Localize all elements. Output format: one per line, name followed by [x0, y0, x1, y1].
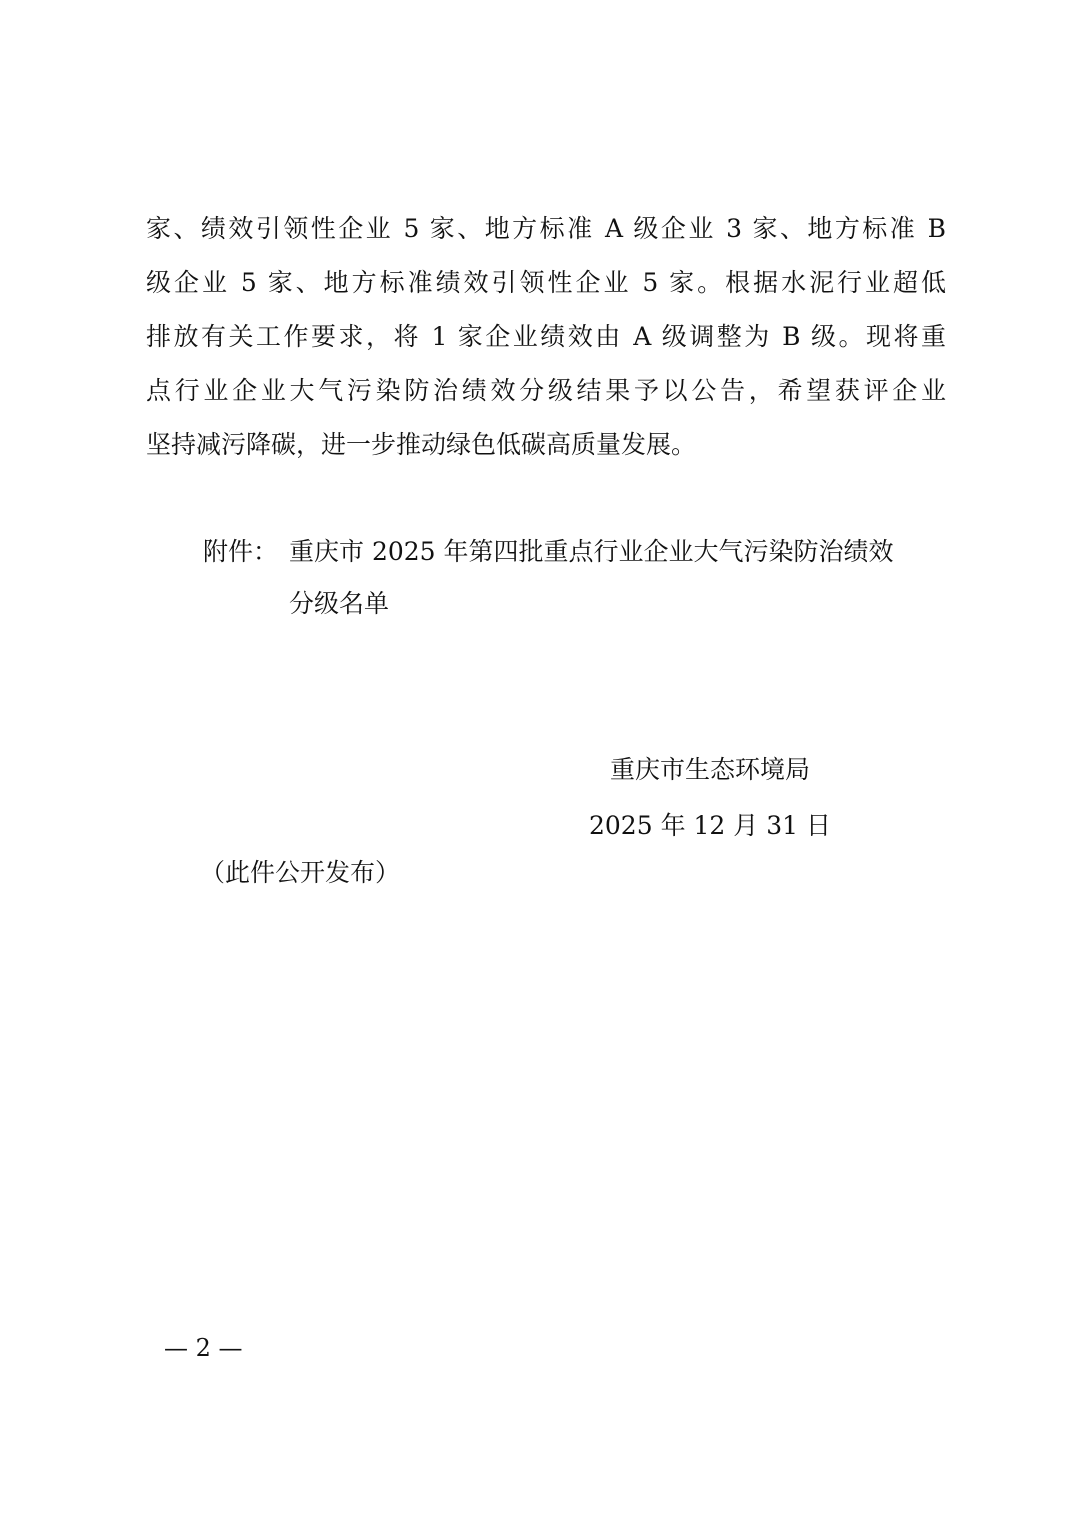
issuing-organization: 重庆市生态环境局: [609, 755, 810, 784]
issue-date: 2025 年 12 月 31 日: [589, 811, 831, 840]
signature-block: [560, 742, 860, 854]
body-line: 级企业 5 家、地方标准绩效引领性企业 5 家。根据水泥行业超低: [146, 268, 946, 297]
attachment-row: [203, 526, 943, 578]
body-line: 点行业企业大气污染防治绩效分级结果予以公告，希望获评企业: [146, 376, 946, 405]
attachment-title-continued: 分级名单: [289, 589, 390, 618]
attachment-title: 重庆市 2025 年第四批重点行业企业大气污染防治绩效: [289, 537, 894, 566]
body-line: 坚持减污降碳，进一步推动绿色低碳高质量发展。: [146, 430, 697, 459]
page-number: — 2 —: [164, 1334, 243, 1362]
attachment-label: 附件：: [203, 537, 279, 566]
body-line: 排放有关工作要求，将 1 家企业绩效由 A 级调整为 B 级。现将重: [146, 322, 946, 351]
body-paragraph: [146, 202, 946, 472]
publication-note: （此件公开发布）: [200, 858, 401, 887]
attachment-section: [203, 526, 943, 630]
body-line: 家、绩效引领性企业 5 家、地方标准 A 级企业 3 家、地方标准 B: [146, 214, 946, 243]
